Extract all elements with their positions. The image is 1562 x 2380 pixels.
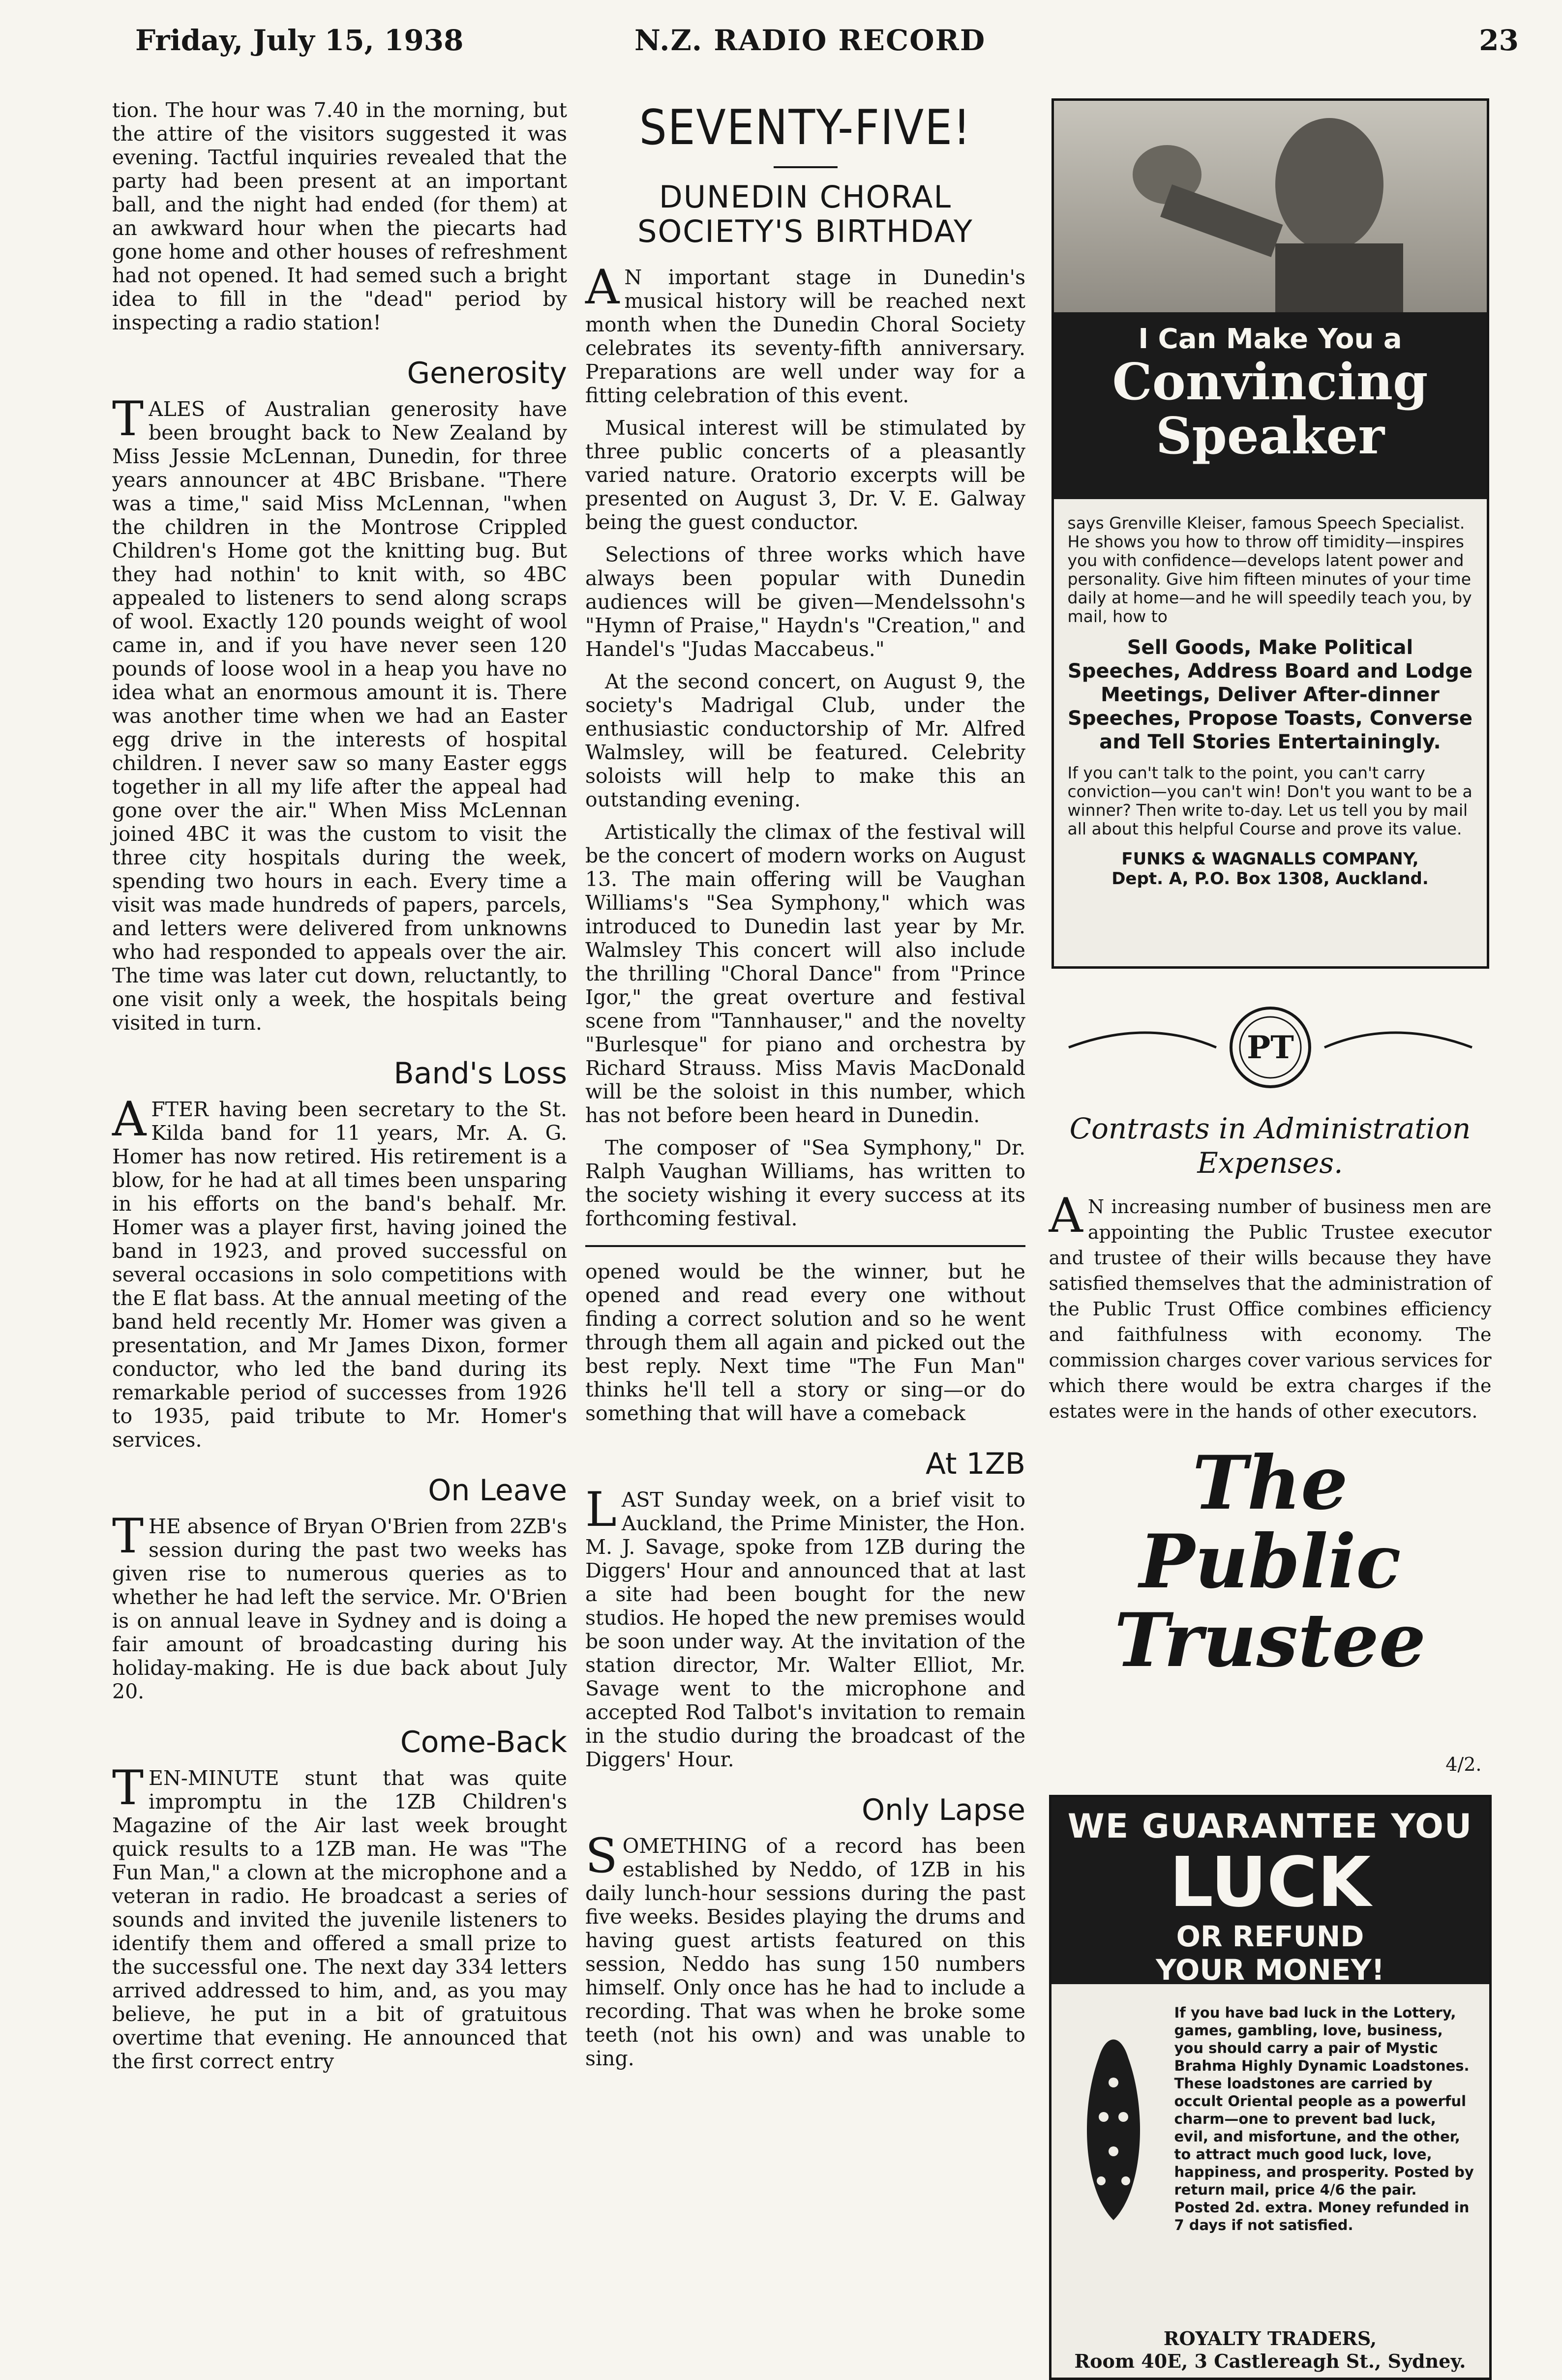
lead-word: AN <box>1049 1188 1105 1243</box>
ad-code: 4/2. <box>1445 1754 1482 1775</box>
choral-paragraph-4: At the second concert, on August 9, the society's Madrigal Club, under the enthusiastic conductorship of Mr. Alfred Walmsley, will be featured. Celebrity soloists will help to make this an outstanding evening. <box>585 670 1025 811</box>
public-trust-crest-icon <box>1049 998 1492 1097</box>
luck-banner <box>1051 1797 1489 1987</box>
trustee-text: increasing number of business men are appointing the Public Trustee executor and trustee of their wills because they have satisfied themselves that the administration of the Public Trust Office combines efficiency and faithfulness with economy. The commission charges cover various services for which there would be extra charges if the estates were in the hands of other executors. <box>1049 1196 1492 1422</box>
heading-at-1zb: At 1ZB <box>925 1447 1025 1481</box>
luck-line-2: LUCK <box>1169 1843 1371 1923</box>
left-column <box>112 98 567 2291</box>
trustee-heading: Contrasts in Administration Expenses. <box>1069 1112 1471 1180</box>
ad-headline-word-2: Speaker <box>1155 407 1385 466</box>
luck-loadstone-ad <box>1049 1795 1492 2380</box>
heading-generosity: Generosity <box>407 356 567 390</box>
luck-address: Room 40E, 3 Castlereagh St., Sydney. <box>1074 2350 1466 2372</box>
issue-date: Friday, July 15, 1938 <box>135 24 464 57</box>
article-text: of a record has been established by Neddo, of 1ZB in his daily lunch-hour sessions during the past five weeks. Besides playing the drums and having guest artists featured on this session, Neddo has sung 150 numbers himself. Only once has he had to include a recording. That was when he broke some teeth (not his own) and was unable to sing. <box>585 1834 1025 2070</box>
lead-word: SOMETHING <box>585 1828 748 1883</box>
publication-title: N.Z. RADIO RECORD <box>634 24 986 57</box>
ad-company: FUNKS & WAGNALLS COMPANY, <box>1121 849 1419 869</box>
lead-word: AN <box>585 260 642 315</box>
luck-line-1: WE GUARANTEE YOU <box>1067 1807 1473 1846</box>
lead-word: LAST <box>585 1482 663 1537</box>
ad-skill-list: Sell Goods, Make Political Speeches, Address Board and Lodge Meetings, Deliver After-dinner Speeches, Propose Toasts, Converse and Tell Stories Entertainingly. <box>1067 636 1473 753</box>
article-text: important stage in Dunedin's musical history will be reached next month when the Dunedin Choral Society celebrates its seventy-fifth anniversary. Preparations are well under way for a fitting celebration of this event. <box>585 266 1025 407</box>
ad-address: Dept. A, P.O. Box 1308, Auckland. <box>1111 869 1429 889</box>
peacock-charm-icon <box>1064 2004 1163 2230</box>
luck-footer <box>1051 2327 1489 2373</box>
ad-headline-word-1: Convincing <box>1112 353 1428 412</box>
luck-line-3: OR REFUND <box>1176 1920 1364 1953</box>
speaker-ad-body <box>1068 514 1473 889</box>
main-headline: SEVENTY-FIVE! <box>639 100 972 156</box>
choral-paragraph-5: Artistically the climax of the festival will be the concert of modern works on August 13. The main offering will be Vaughan Williams's "Sea Symphony," which was introduced to Dunedin last year by Mr. Walmsley This concert will also include the thrilling "Choral Dance" from "Prince Igor," the great overture and festival scene from "Tannhauser," and the novelty "Burlesque" for piano and orchestra by Richard Strauss. Miss Mavis MacDonald will be the soloist in this number, which has not before been heard in Dunedin. <box>585 820 1025 1127</box>
article-text: of Australian generosity have been brought back to New Zealand by Miss Jessie McLennan, Dunedin, for three years announcer at 4BC Brisbane. "There was a time," said Miss McLennan, "when the children in the Montrose Crippled Children's Home got the knitting bug. But they had nothin' to knit with, so 4BC appealed to listeners to send along scraps of wool. Exactly 120 pounds weight of wool came in, and if you have never seen 120 pounds of loose wool in a heap you have no idea what an enormous amount it is. There was another time when we had an Easter egg drive in the interests of hospital children. I never saw so many Easter eggs together in all my life after the appeal had gone over the air." When Miss McLennan joined 4BC it was the custom to visit the three city hospitals during the week, spending two hours in each. Every time a visit was made hundreds of papers, parcels, and letters were delivered from unknowns who had responded to appeals over the air. The time was later cut down, reluctantly, to one visit only a week, the hospitals being visited in turn. <box>112 397 567 1035</box>
heading-only-lapse: Only Lapse <box>862 1793 1025 1827</box>
continued-intro: tion. The hour was 7.40 in the morning, but the attire of the visitors suggested it was evening. Tactful inquiries revealed that the party had been present at an important ball, and the night had ended (for them) at an awkward hour when the piecarts had gone home and other houses of refreshment had not opened. It had semed such a bright idea to fill in the "dead" period by inspecting a radio station! <box>112 98 567 334</box>
section-divider <box>585 1245 1025 1247</box>
logo-line-2: Trustee <box>1114 1597 1426 1684</box>
heading-bands-loss: Band's Loss <box>393 1056 567 1091</box>
luck-company: ROYALTY TRADERS, <box>1163 2327 1377 2350</box>
choral-paragraph-2: Musical interest will be stimulated by three public concerts of a pleasantly varied nature. Oratorio excerpts will be presented on August 3, Dr. V. E. Galway being the guest conductor. <box>585 416 1025 534</box>
crest-letters: PT <box>1246 1029 1294 1066</box>
public-trustee-logo <box>1049 1440 1492 1684</box>
come-back-continued: opened would be the winner, but he opened and read every one without finding a correct solution and so he went through them all again and picked out the best reply. Next time "The Fun Man" thinks he'll tell a story or sing—or do something that will have a comeback <box>585 1260 1025 1425</box>
article-bands-loss <box>112 1092 567 1452</box>
public-trustee-ad <box>1049 998 1492 1775</box>
heading-come-back: Come-Back <box>400 1725 567 1759</box>
logo-line-1: The Public <box>1139 1440 1401 1605</box>
title-rule <box>774 166 838 168</box>
choral-paragraph-1 <box>585 260 1025 407</box>
article-text: Sunday week, on a brief visit to Auckland, the Prime Minister, the Hon. M. J. Savage, spoke from 1ZB during the Diggers' Hour and announced that at last a site had been bought for the new studios. He hoped the new premises would be soon under way. At the invitation of the station director, Mr. Walter Elliot, Mr. Savage went to the microphone and accepted Rod Talbot's invitation to remain in the studio during the broadcast of the Diggers' Hour. <box>585 1488 1025 1771</box>
ad-intro: says Grenville Kleiser, famous Speech Specialist. He shows you how to throw off timidity—inspires you with confidence—develops latent power and personality. Give him fifteen minutes of your time daily at home—and he will speedily teach you, by mail, how to <box>1067 513 1472 626</box>
lead-word: THE <box>112 1509 181 1564</box>
ads-column <box>1048 98 1493 2372</box>
heading-on-leave: On Leave <box>428 1473 567 1508</box>
article-text: absence of Bryan O'Brien from 2ZB's session during the past two weeks has given rise to numerous queries as to whether he had left the service. Mr. O'Brien is on annual leave in Sydney and is doing a fair amount of broadcasting during his holiday-making. He is due back about July 20. <box>112 1515 567 1703</box>
deck-line-2: SOCIETY'S BIRTHDAY <box>637 213 973 249</box>
convincing-speaker-ad <box>1051 98 1489 969</box>
article-come-back <box>112 1760 567 2073</box>
trustee-body <box>1049 1188 1492 1424</box>
subheadline <box>585 180 1025 249</box>
article-at-1zb <box>585 1482 1025 1771</box>
speaker-ad-banner <box>1054 312 1487 499</box>
lead-word: TALES <box>112 391 205 446</box>
choral-paragraph-3: Selections of three works which have always been popular with Dunedin audiences will be given—Mendelssohn's "Hymn of Praise," Haydn's "Creation," and Handel's "Judas Maccabeus." <box>585 543 1025 661</box>
luck-body-text: If you have bad luck in the Lottery, games, gambling, love, business, you should carry a pair of Mystic Brahma Highly Dynamic Loadstones. These loadstones are carried by occult Oriental people as a powerful charm—one to prevent bad luck, evil, and misfortune, and the other, to attract much good luck, love, happiness, and prosperity. Posted by return mail, price 4/6 the pair. Posted 2d. extra. Money refunded in 7 days if not satisfied. <box>1174 2004 1474 2233</box>
trustee-paragraph <box>1049 1188 1492 1424</box>
article-on-leave <box>112 1509 567 1703</box>
article-text: having been secretary to the St. Kilda band for 11 years, Mr. A. G. Homer has now retired. His retirement is a blow, for he had at all times been unsparing in his efforts on the band's behalf. Mr. Homer was a player first, having joined the band in 1923, and proved successful on several occasions in solo competitions with the E flat bass. At the annual meeting of the band held recently Mr. Homer was given a presentation, and Mr James Dixon, former conductor, who led the band during its remarkable period of successes from 1926 to 1935, paid tribute to Mr. Homer's services. <box>112 1098 567 1452</box>
article-generosity <box>112 391 567 1035</box>
lead-word: AFTER <box>112 1092 209 1147</box>
deck-line-1: DUNEDIN CHORAL <box>659 179 952 215</box>
article-text: stunt that was quite impromptu in the 1ZB Children's Magazine of the Air last week brought quick results to a 1ZB man. He was "The Fun Man," a clown at the microphone and a veteran in radio. He broadcast a series of sounds and invited the juvenile listeners to identify them and offered a small prize to the successful one. The next day 334 letters arrived addressed to him, and, as you may believe, he put in a bit of gratuitous overtime that evening. He announced that the first correct entry <box>112 1766 567 2073</box>
ad-call-to-action: If you can't talk to the point, you can't carry conviction—you can't win! Don't you want to be a winner? Then write to-day. Let us tell you by mail all about this helpful Course and prove its value. <box>1067 763 1472 838</box>
center-column <box>585 98 1025 2291</box>
lead-word: TEN-MINUTE <box>112 1760 279 1815</box>
luck-line-4: YOUR MONEY! <box>1156 1953 1384 1987</box>
page-header <box>0 24 1562 73</box>
choral-paragraph-6: The composer of "Sea Symphony," Dr. Ralph Vaughan Williams, has written to the society wishing it every success at its forthcoming festival. <box>585 1136 1025 1230</box>
ad-tagline: I Can Make You a <box>1138 323 1402 355</box>
page-number: 23 <box>1479 24 1519 57</box>
article-only-lapse <box>585 1828 1025 2070</box>
